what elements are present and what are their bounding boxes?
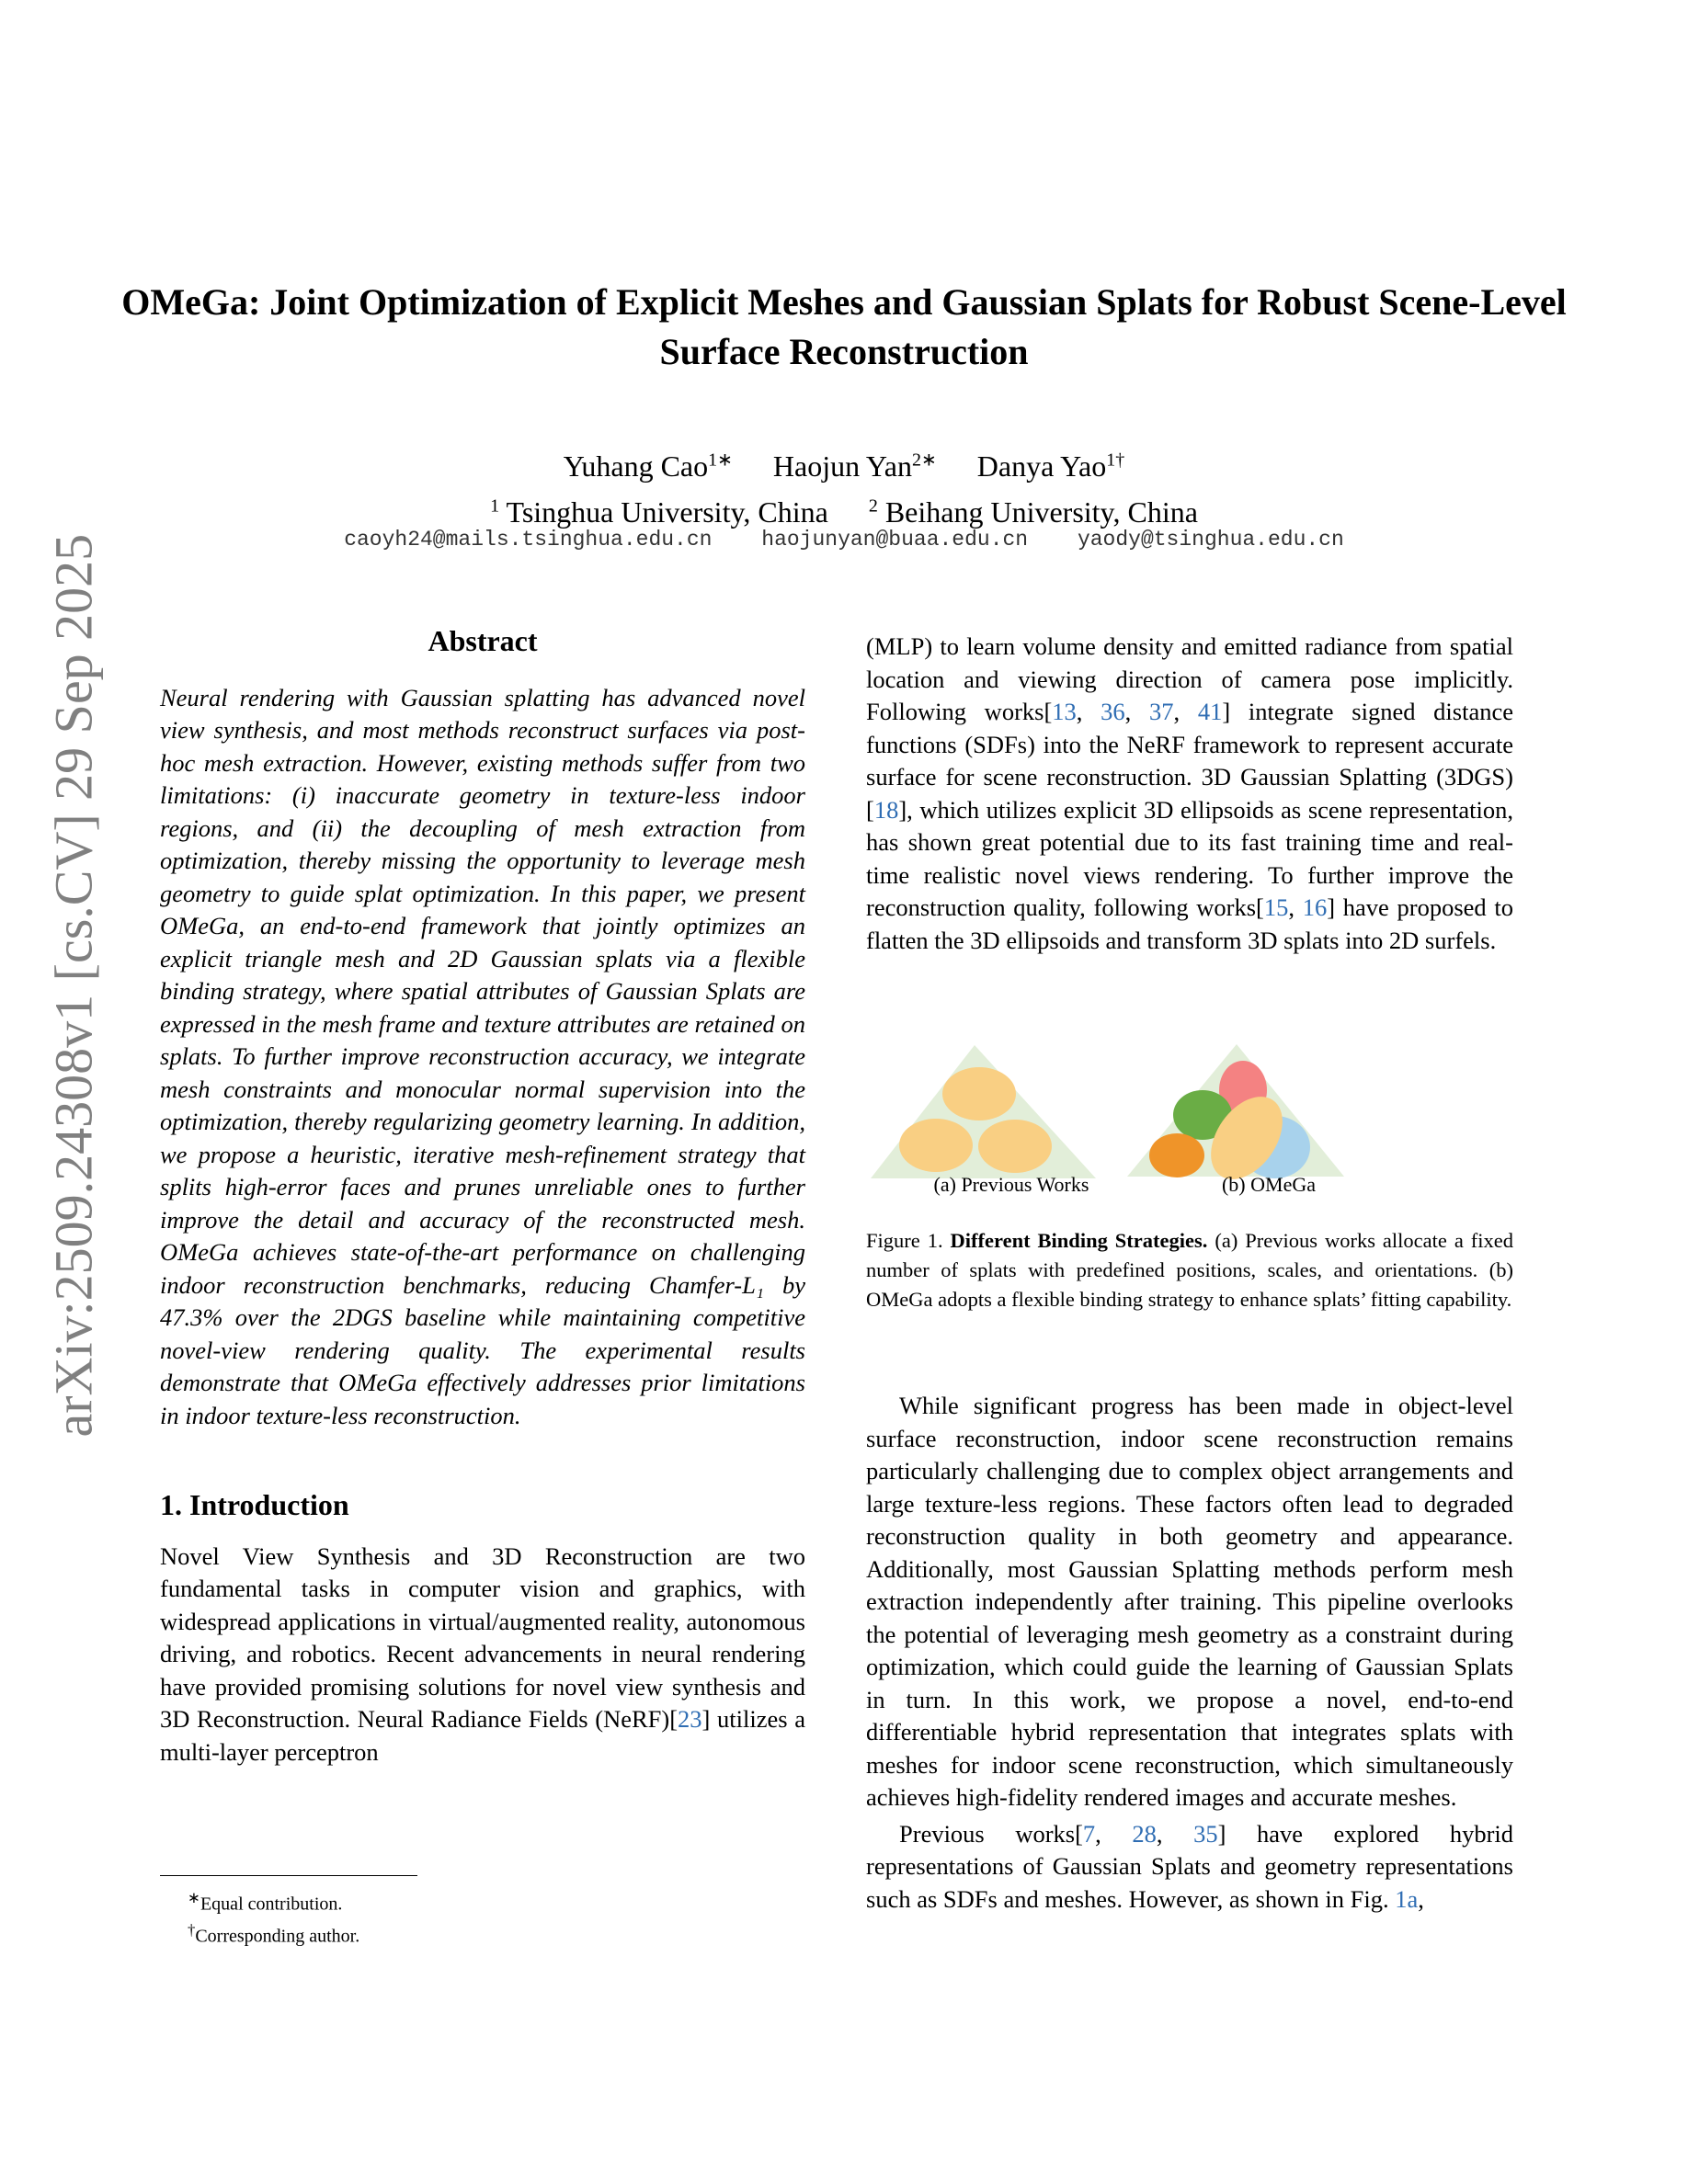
affiliation-name: Tsinghua University, China [506,495,828,529]
author [773,449,937,483]
text-segment: , [1418,1884,1424,1913]
text-segment: Neural rendering with Gaussian splatting has advanced novel view synthesis, and most methods reconstruct surfaces via post-hoc mesh extraction. However, existing methods suffer from two limitations: (i) inaccurate geometry in texture-less indoor regions, and (ii) the decoupling of mesh extraction from optimization, thereby missing the opportunity to leverage mesh geometry to guide splat optimization. In this paper, we present OMeGa, an end-to-end framework that jointly optimizes an explicit triangle mesh and 2D Gaussian splats via a flexible binding strategy, where spatial attributes of Gaussian Splats are expressed in the mesh frame and texture attributes are retained on splats. To further improve reconstruction accuracy, we integrate mesh constraints and monocular normal supervision into the optimization, thereby regularizing geometry learning. In addition, we propose a heuristic, iterative mesh-refinement strategy that splits high-error faces and prunes unreliable ones to further improve the detail and accuracy of the reconstructed mesh. OMeGa achieves state-of-the-art performance on challenging indoor reconstruction benchmarks, reducing Chamfer-L₁ by 47.3% over the 2DGS baseline while maintaining competitive novel-view rendering quality. The experimental results demonstrate that OMeGa effectively addresses prior limitations in indoor texture-less reconstruction. [160,683,805,1429]
text-segment: ], which utilizes explicit 3D ellipsoids as scene representation, has shown great potential due to its fast training time and real-time realistic novel views rendering. To further improve the reconstruction quality, following works[ [866,795,1513,921]
citation-link[interactable]: 1a [1395,1884,1419,1913]
text-segment: , [1288,893,1303,921]
authors-block [0,439,1688,532]
author-sup: 1† [1106,449,1125,470]
paper-title: OMeGa: Joint Optimization of Explicit Meshes and Gaussian Splats for Robust Scene-Level Surface Reconstruction [121,281,1567,372]
right-paragraph [866,631,1513,957]
splat [899,1119,973,1172]
affiliation-sup: 1 [490,495,500,517]
splat-orange [1149,1133,1204,1177]
citation-link[interactable]: 7 [1082,1819,1096,1848]
text-segment: Novel View Synthesis and 3D Reconstruction are two fundamental tasks in computer vision and graphics, with widespread applications in virtual/augmented reality, autonomous driving, and robotics. Recent advancements in neural rendering have provided promising solutions for novel view synthesis and 3D Reconstruction. Neural Radiance Fields (NeRF)[ [160,1541,805,1733]
text-segment: ] have explored hybrid representations of Gaussian Splats and geometry representations such as SDFs and meshes. However, as shown in Fig. [866,1819,1514,1913]
author-name: Danya Yao [976,449,1107,483]
intro-paragraph [160,1541,805,1769]
footnote [160,1917,805,1950]
abstract-heading: Abstract [428,624,538,657]
footnote-mark: † [188,1920,196,1939]
subfigure-b-label: (b) OMeGa [1221,1173,1317,1196]
author-name: Yuhang Cao [563,449,709,483]
citation-link[interactable]: 36 [1101,698,1125,725]
footnote-text: Equal contribution. [200,1894,343,1915]
footnote [160,1885,805,1917]
right-column-bottom [866,1390,1513,1916]
citation-link[interactable]: 37 [1148,698,1174,725]
figure-caption [866,1226,1513,1314]
subfigure-a-label: (a) Previous Works [933,1173,1089,1196]
citation-link[interactable]: 16 [1302,893,1328,921]
left-column [160,625,805,1769]
text-segment: , [1095,1819,1133,1848]
text-segment: (a) Previous works allocate a fixed number of splats with predefined positions, scales, and orientations. (b) OMeGa adopts a flexible binding strategy to enhance splats’ fitting capability. [866,1229,1514,1311]
text-segment: , [1173,698,1198,725]
citation-link[interactable]: 15 [1263,893,1289,921]
citation-link[interactable]: 35 [1193,1819,1218,1848]
text-segment: (MLP) to learn volume density and emitted radiance from spatial location and viewing direction of camera pose implicitly. Following works[ [866,632,1513,725]
footnote-text: Corresponding author. [195,1926,360,1947]
author [977,449,1124,483]
author-name: Haojun Yan [772,449,912,483]
right-paragraph [866,1390,1513,1814]
email[interactable]: haojunyan@buaa.edu.cn [761,528,1029,552]
splat [942,1067,1016,1120]
affiliation [490,495,828,529]
email[interactable]: caoyh24@mails.tsinghua.edu.cn [344,528,713,552]
citation-link[interactable]: 23 [678,1705,702,1733]
intro-heading: 1. Introduction [160,1488,349,1521]
footnotes [160,1875,805,1949]
emails [0,528,1688,552]
text-segment: , [1156,1819,1194,1848]
figure-1 [864,1029,1517,1186]
author [564,449,733,483]
abstract-text [160,682,805,1433]
text-segment: ] utilizes a multi-layer perceptron [160,1705,806,1766]
citation-link[interactable]: 18 [873,795,899,824]
author-sup: 2∗ [912,449,937,470]
affiliation-list [0,486,1688,533]
email[interactable]: yaody@tsinghua.edu.cn [1077,528,1344,552]
citation-link[interactable]: 13 [1052,698,1077,725]
text-segment: , [1124,698,1149,725]
text-segment: Previous works[ [899,1819,1083,1848]
text-segment: , [1076,698,1101,725]
right-column-top [866,631,1513,957]
bold-text: Different Binding Strategies. [950,1229,1208,1252]
citation-link[interactable]: 41 [1197,698,1223,725]
right-paragraph [866,1818,1513,1917]
author-sup: 1∗ [708,449,733,470]
affiliation-name: Beihang University, China [884,495,1198,529]
figure-caption-block [866,1226,1513,1314]
affiliation [869,495,1198,529]
text-segment: Figure 1. [866,1229,951,1252]
footnote-rule [160,1875,417,1876]
text-segment: ] have proposed to flatten the 3D ellipsoids and transform 3D splats into 2D surfels. [866,893,1513,954]
text-segment: ] integrate signed distance functions (SDFs) into the NeRF framework to represent accurate surface for scene reconstruction. 3D Gaussian Splatting (3DGS)[ [866,698,1513,824]
splat [978,1120,1052,1173]
text-segment: While significant progress has been made in object-level surface reconstruction, indoor scene reconstruction remains particularly challenging due to complex object arrangements and large texture-less regions. These factors often lead to degraded reconstruction quality in both geometry and appearance. Additionally, most Gaussian Splatting methods perform mesh extraction independently after training. This pipeline overlooks the potential of leveraging mesh geometry as a constraint during optimization, which could guide the learning of Gaussian Splats in turn. In this work, we propose a novel, end-to-end differentiable hybrid representation that integrates splats with meshes for indoor scene reconstruction, which simultaneously achieves high-fidelity rendered images and accurate meshes. [866,1392,1513,1811]
affiliation-sup: 2 [868,495,878,517]
citation-link[interactable]: 28 [1132,1819,1157,1848]
footnote-mark: ∗ [188,1889,200,1906]
author-list [0,439,1688,486]
arxiv-stamp: arXiv:2509.24308v1 [cs.CV] 29 Sep 2025 [43,533,104,1438]
